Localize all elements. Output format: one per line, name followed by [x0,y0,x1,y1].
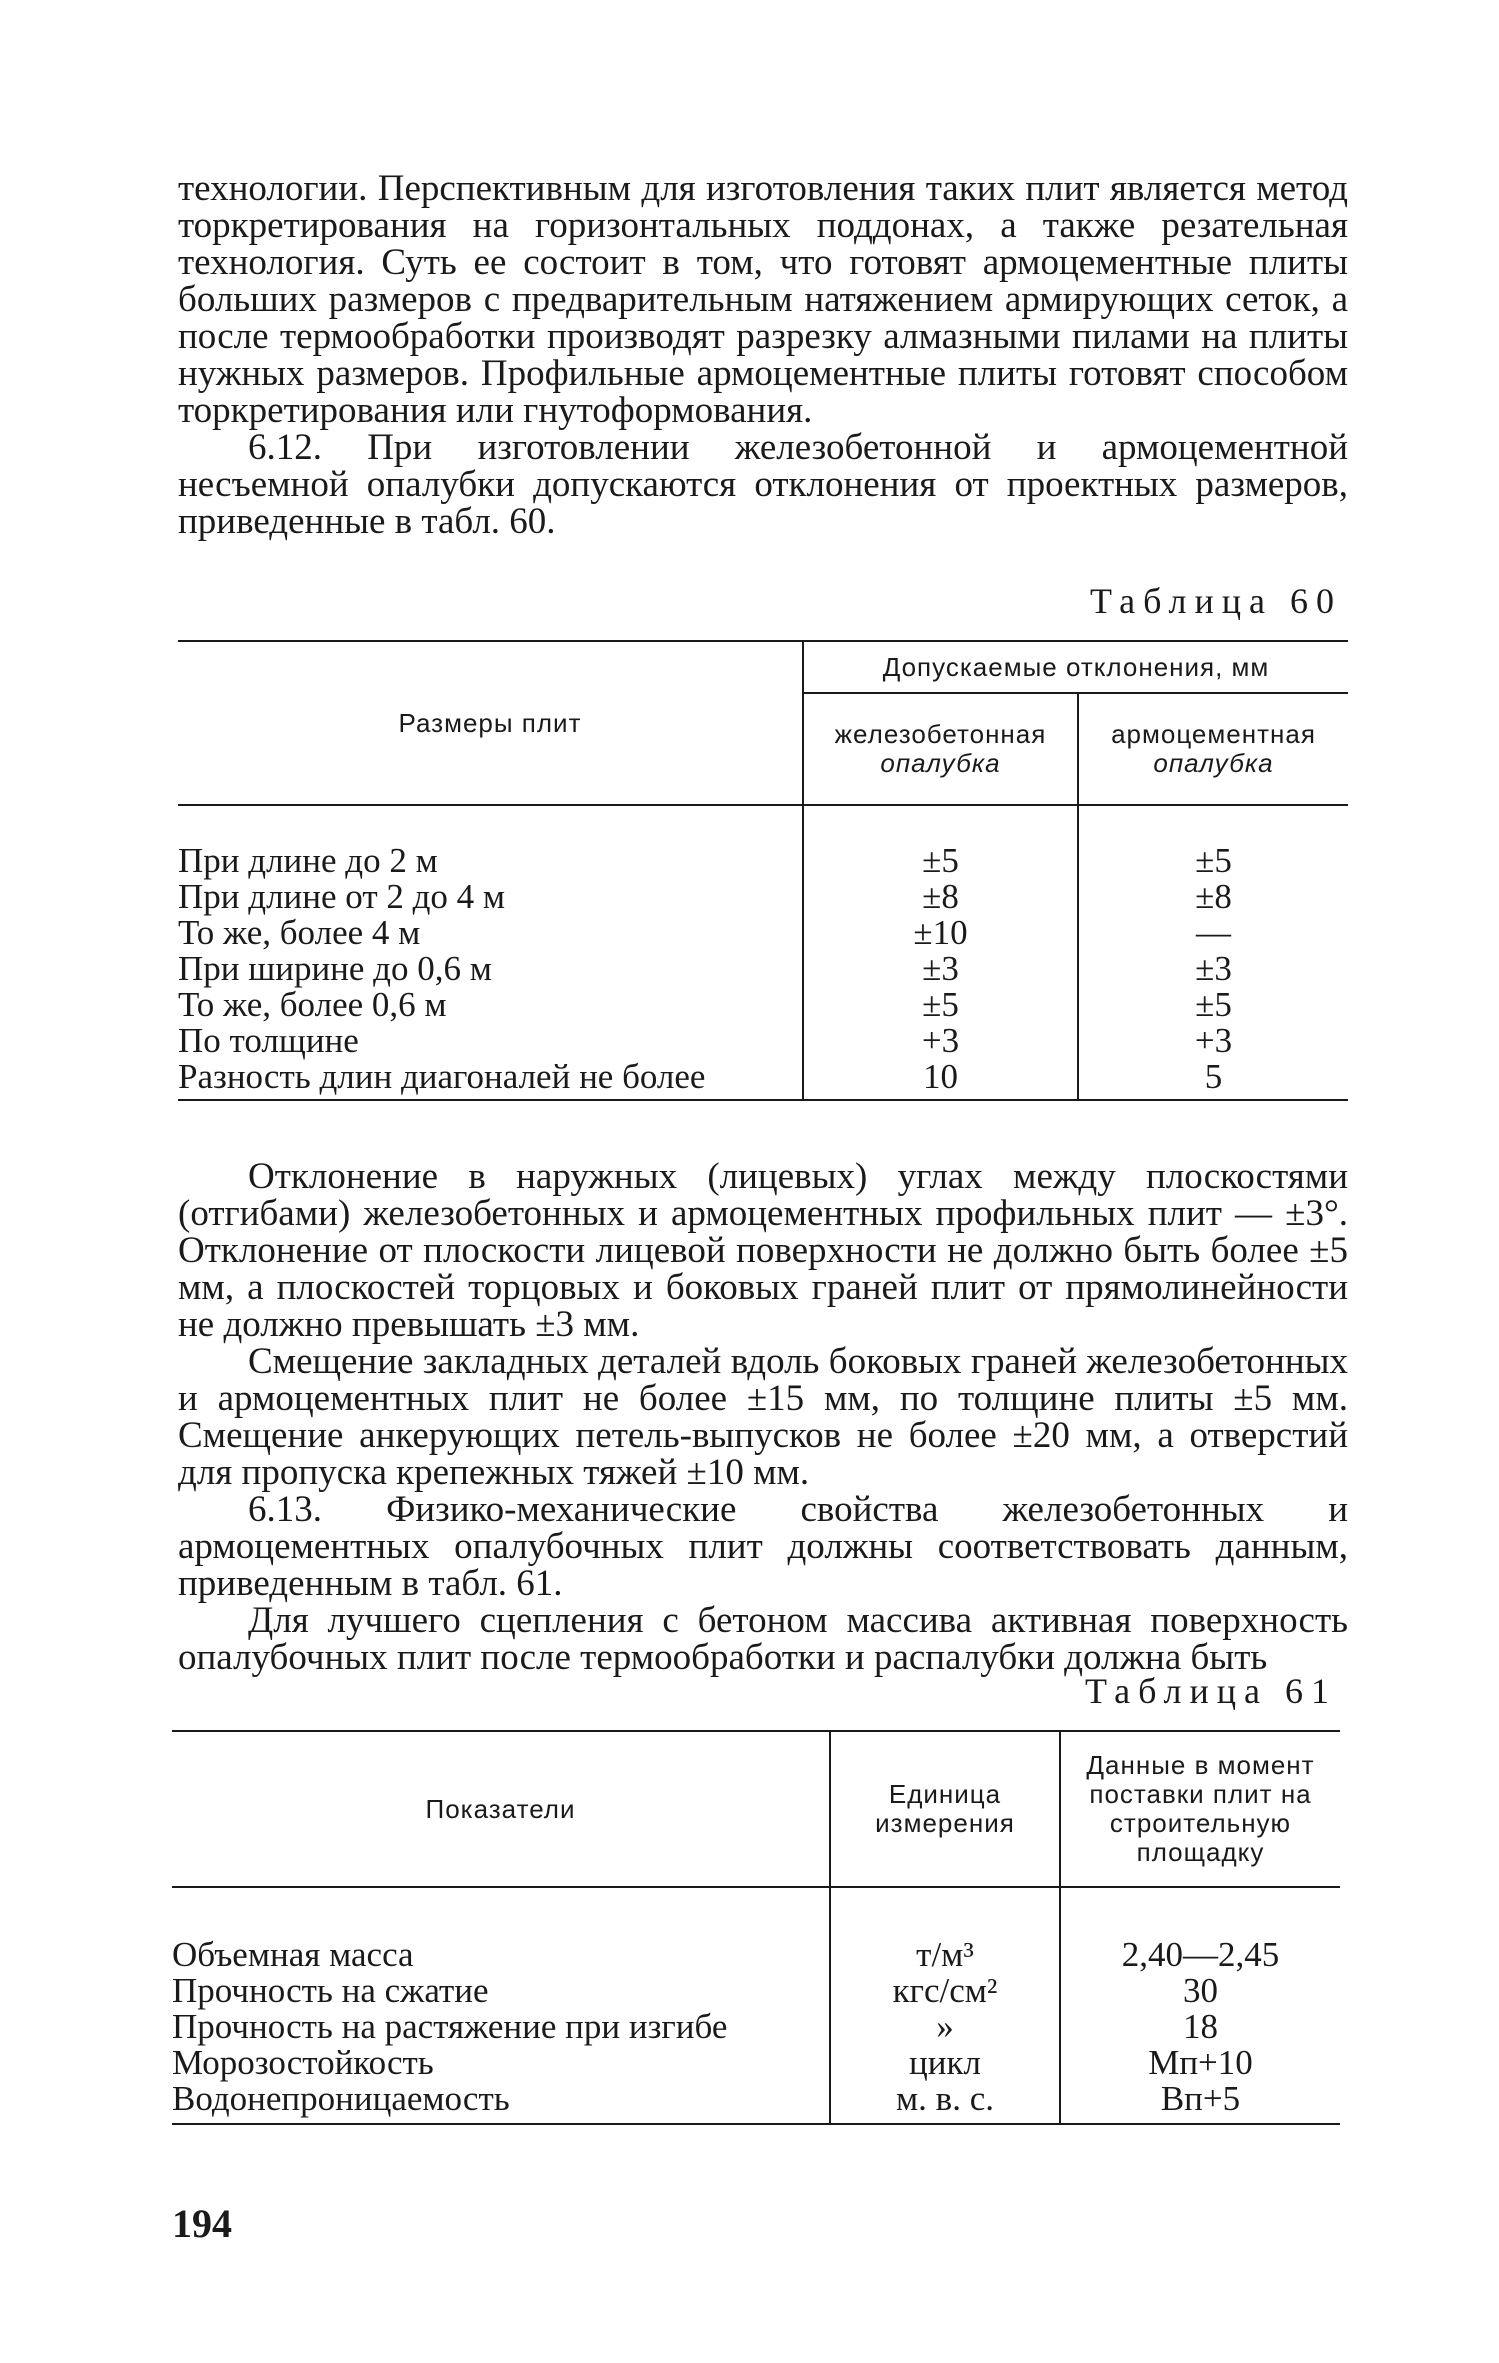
row-unit: цикл [830,2045,1060,2081]
table-row [178,915,1348,951]
paragraph: Отклонение в наружных (лицевых) углах между плоскостями (отгибами) железобетонных и армоцементных профильных плит — ±3°. Отклонение от плоскости лицевой поверхности не должно быть более ±5 мм, а плоскостей торцовых и боковых граней плит от прямолинейности не должно превышать ±3 мм. [178,1156,1348,1345]
row-value-ferrocement: +3 [1078,1023,1348,1059]
row-value: Bп+5 [1060,2081,1340,2124]
header-line: опалубка [1153,748,1274,778]
paragraph-section-6-13: 6.13. Физико-механические свойства железобетонных и армоцементных опалубочных плит должны соответствовать данным, приведенным в табл. 61. [178,1489,1348,1604]
row-value: Mп+10 [1060,2045,1340,2081]
table-61-header-unit [830,1731,1060,1887]
row-label: Морозостойкость [172,2043,434,2082]
row-value-ferrocement: 5 [1078,1059,1348,1100]
paragraph: технологии. Перспективным для изготовления таких плит является метод торкретирования на горизонтальных поддонах, а также резательная технология. Суть ее состоит в том, что готовят армоцементные плиты больших размеров с предварительным натяжением армирующих сеток, а после термообработки производят разрезку алмазными пилами на плиты нужных размеров. Профильные армоцементные плиты готовят способом торкретирования или гнутоформования. [178,168,1348,431]
table-61-caption: Таблица 61 [1085,1671,1337,1711]
row-value: 2,40—2,45 [1060,1937,1340,1973]
table-row [178,843,1348,879]
row-label: При длине до 2 м [178,841,438,880]
table-61-header-indicators: Показатели [172,1731,830,1887]
header-line: площадку [1136,1837,1265,1867]
row-value: 18 [1060,2009,1340,2045]
row-label: Объемная масса [172,1935,414,1974]
row-label: То же, более 0,6 м [178,985,447,1024]
row-unit: кгс/см² [830,1973,1060,2009]
header-line: поставки плит на [1089,1779,1312,1809]
table-row [172,1973,1340,2009]
row-label: При ширине до 0,6 м [178,949,492,988]
table-row [178,1059,1348,1100]
paragraph: Смещение закладных деталей вдоль боковых граней железобетонных и армоцементных плит не более ±15 мм, по толщине плиты ±5 мм. Смещение анкерующих петель-выпусков не более ±20 мм, а отверстий для пропуска крепежных тяжей ±10 мм. [178,1341,1348,1493]
header-line: измерения [875,1808,1015,1838]
row-value-concrete: +3 [803,1023,1078,1059]
row-value-concrete: ±5 [803,843,1078,879]
header-line: Единица [888,1779,1002,1809]
row-label: То же, более 4 м [178,913,421,952]
row-label: При длине от 2 до 4 м [178,877,506,916]
header-line: строительную [1109,1808,1292,1838]
row-value-ferrocement: ±8 [1078,879,1348,915]
table-row [178,1023,1348,1059]
table-row [178,951,1348,987]
row-value-concrete: ±8 [803,879,1078,915]
table-60 [178,640,1348,1101]
row-value-ferrocement: — [1078,915,1348,951]
text-block-top [178,170,1348,540]
header-line: Данные в момент [1086,1750,1315,1780]
table-60-header-sizes: Размеры плит [178,641,803,805]
row-value-concrete: ±5 [803,987,1078,1023]
header-line: опалубка [880,748,1001,778]
table-60-caption: Таблица 60 [1090,581,1342,621]
row-unit: т/м³ [830,1937,1060,1973]
row-label: Прочность на растяжение при изгибе [172,2007,728,2046]
row-label: Прочность на сжатие [172,1971,489,2010]
row-unit: м. в. с. [830,2081,1060,2124]
table-row [172,2009,1340,2045]
row-unit: » [830,2009,1060,2045]
table-row [172,2081,1340,2124]
row-value-ferrocement: ±5 [1078,843,1348,879]
text-block-middle [178,1158,1348,1676]
row-value-ferrocement: ±3 [1078,951,1348,987]
row-value: 30 [1060,1973,1340,2009]
row-value-concrete: 10 [803,1059,1078,1100]
row-value-concrete: ±3 [803,951,1078,987]
row-label: По толщине [178,1021,359,1060]
table-row [172,2045,1340,2081]
table-row [172,1937,1340,1973]
page-number: 194 [172,2201,232,2246]
header-line: железобетонная [834,719,1047,749]
table-60-header-concrete [803,693,1078,805]
row-label: Водонепроницаемость [172,2079,510,2118]
table-61-header-data [1060,1731,1340,1887]
row-value-ferrocement: ±5 [1078,987,1348,1023]
table-60-header-ferrocement [1078,693,1348,805]
table-61 [172,1730,1340,2125]
table-row [178,879,1348,915]
paragraph: Для лучшего сцепления с бетоном массива активная поверхность опалубочных плит после термообработки и распалубки должна быть [178,1600,1348,1678]
paragraph-section-6-12: 6.12. При изготовлении железобетонной и армоцементной несъемной опалубки допускаются отклонения от проектных размеров, приведенные в табл. 60. [178,427,1348,542]
row-value-concrete: ±10 [803,915,1078,951]
table-row [178,987,1348,1023]
header-line: армоцементная [1111,719,1316,749]
table-60-header-group: Допускаемые отклонения, мм [803,641,1348,693]
row-label: Разность длин диагоналей не более [178,1057,706,1096]
